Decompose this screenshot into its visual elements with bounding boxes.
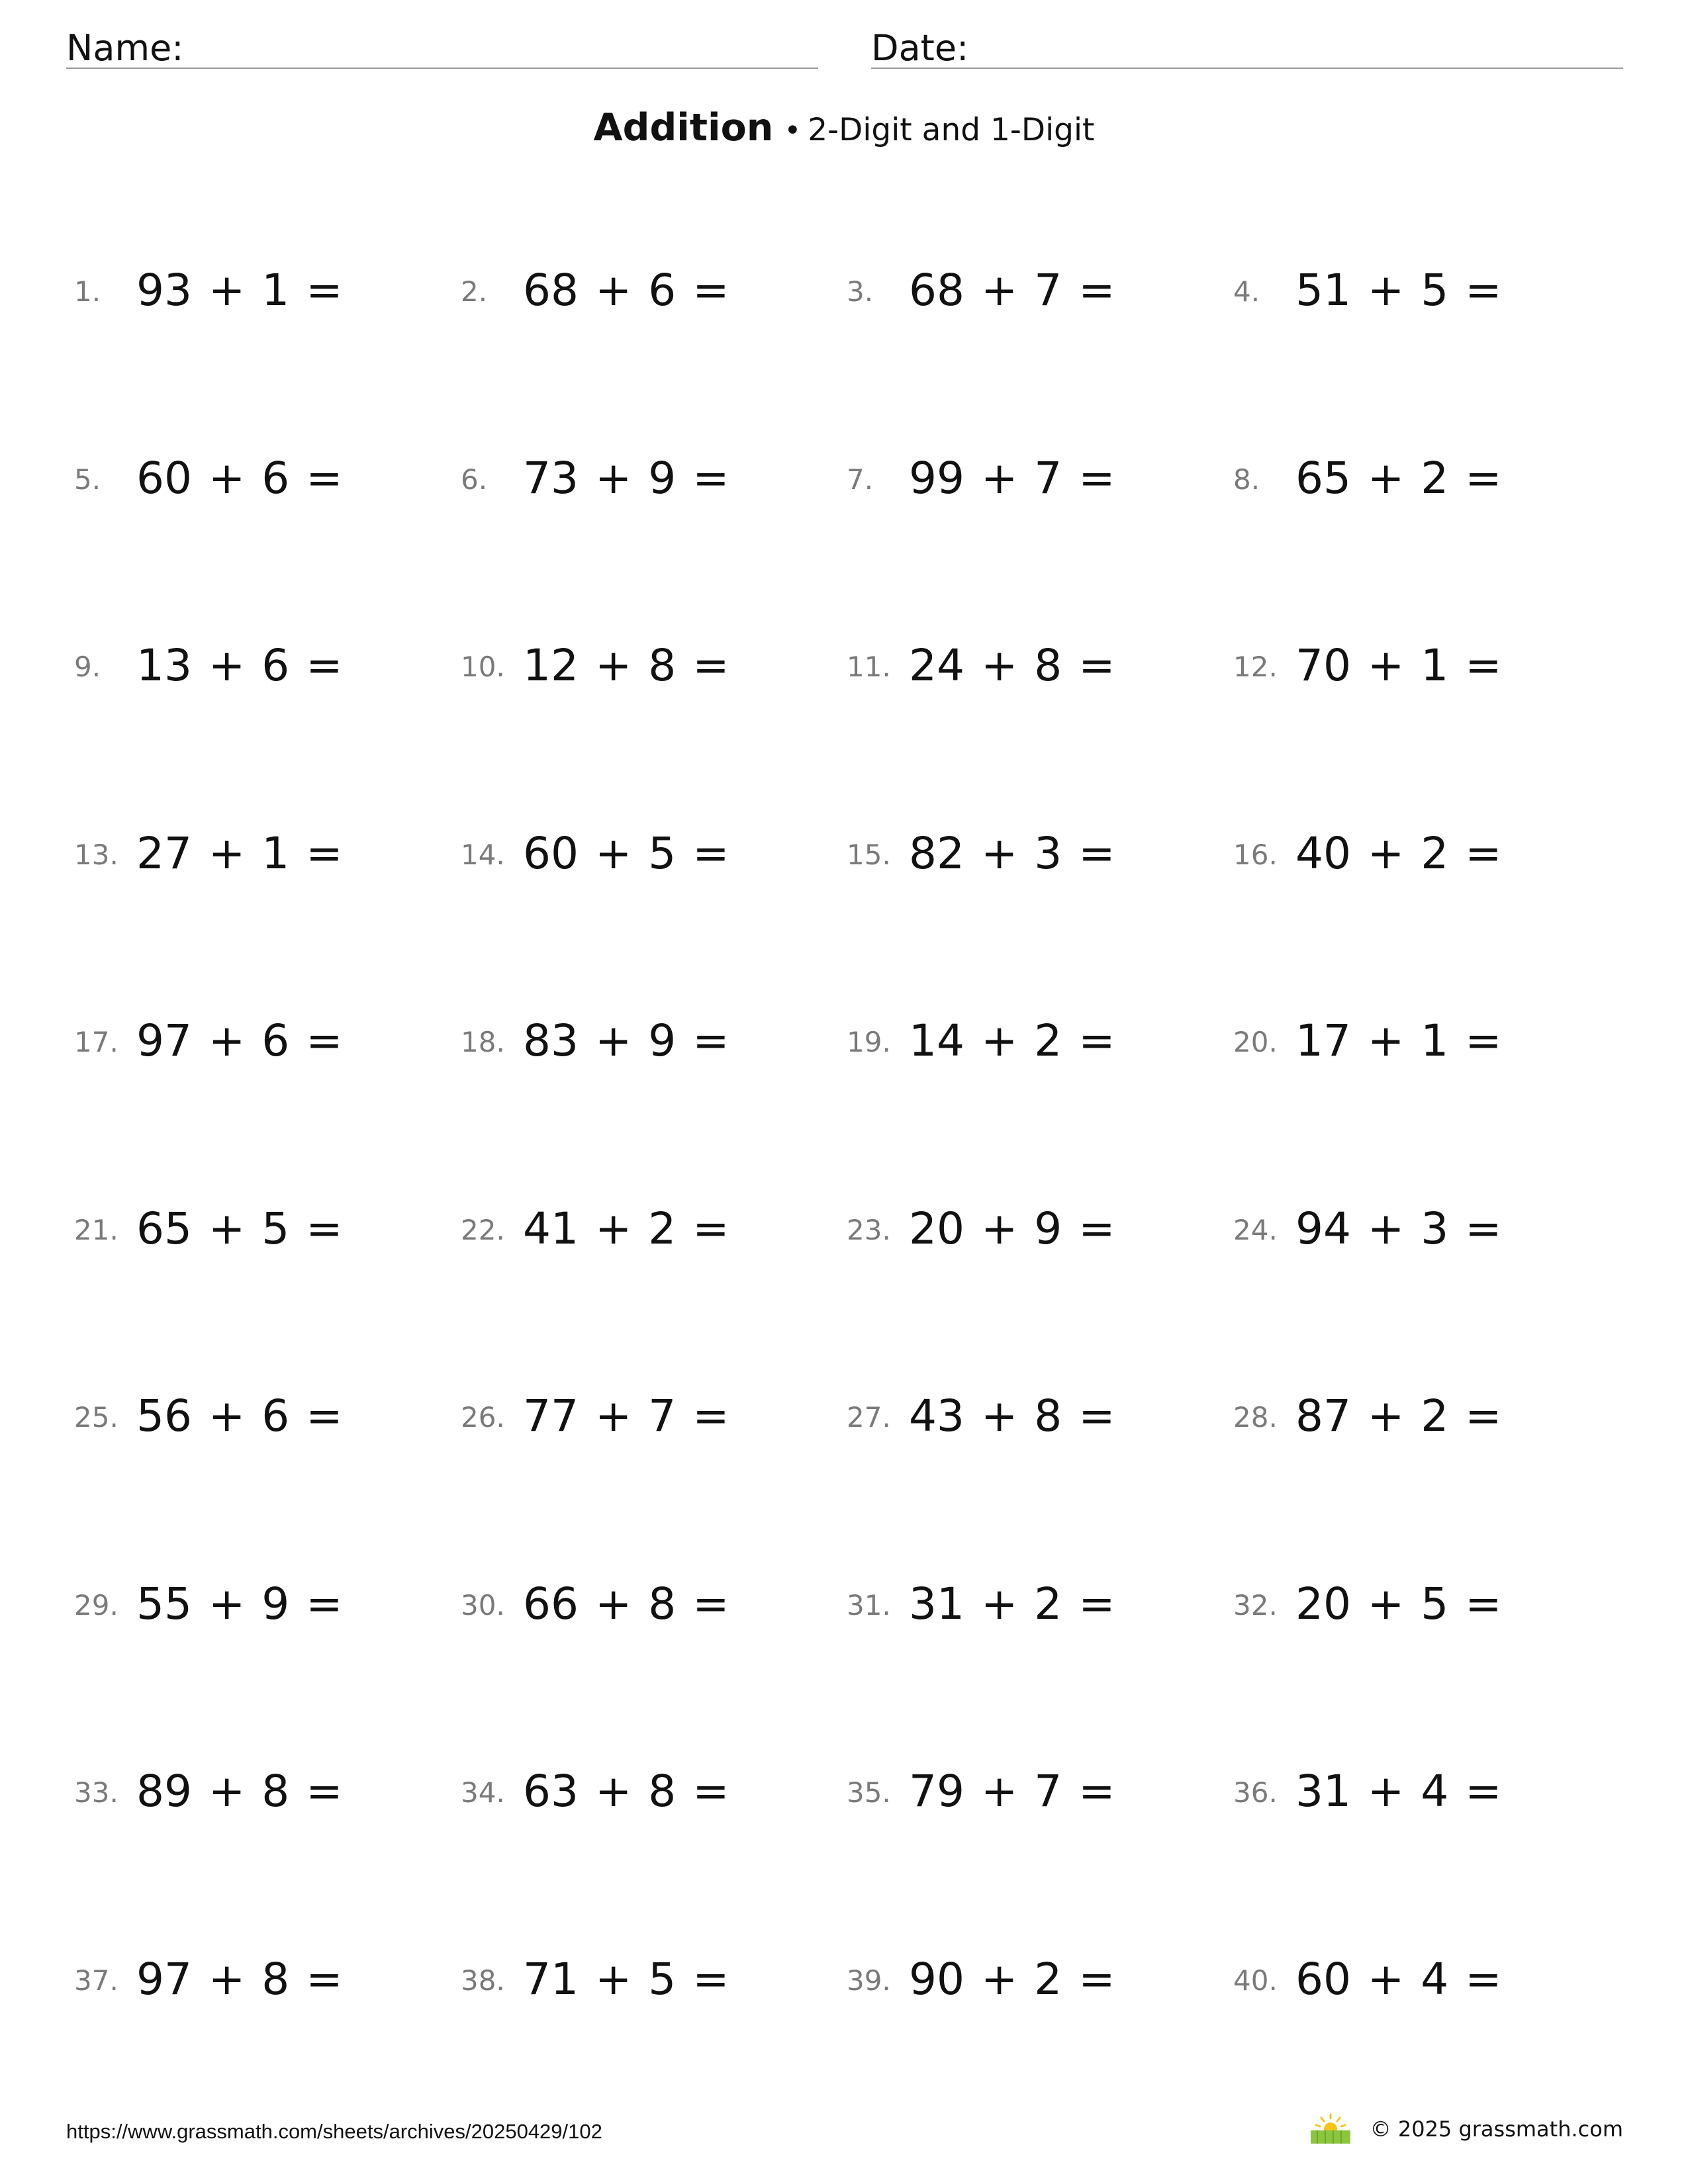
problem-number: 15. [847, 839, 891, 871]
problem-expression: 41 + 2 = [523, 1203, 729, 1254]
problem-expression: 51 + 5 = [1295, 265, 1502, 316]
problem-expression: 17 + 1 = [1295, 1015, 1502, 1066]
problem-number: 21. [74, 1214, 118, 1246]
problem-expression: 65 + 5 = [136, 1203, 343, 1254]
problem-item [74, 262, 458, 322]
problem-expression: 60 + 4 = [1295, 1954, 1502, 2005]
problem-number: 2. [461, 275, 488, 308]
problem-number: 29. [74, 1589, 118, 1621]
problem-expression: 13 + 6 = [136, 640, 343, 691]
problem-expression: 31 + 2 = [909, 1578, 1115, 1629]
problem-number: 16. [1233, 839, 1278, 871]
problem-number: 24. [1233, 1214, 1278, 1246]
problem-number: 8. [1233, 463, 1260, 496]
problem-item [847, 1013, 1231, 1072]
problem-item [847, 1763, 1231, 1823]
problem-expression: 68 + 7 = [909, 265, 1115, 316]
problem-item [1233, 825, 1617, 885]
problem-expression: 20 + 5 = [1295, 1578, 1502, 1629]
problem-expression: 24 + 8 = [909, 640, 1115, 691]
title-separator: • [784, 114, 802, 148]
problem-number: 20. [1233, 1026, 1278, 1058]
problem-expression: 43 + 8 = [909, 1390, 1115, 1441]
problem-number: 10. [461, 651, 505, 683]
problem-number: 18. [461, 1026, 505, 1058]
problem-expression: 79 + 7 = [909, 1766, 1115, 1817]
problem-number: 9. [74, 651, 101, 683]
worksheet-title [0, 106, 1688, 150]
problem-number: 25. [74, 1401, 118, 1433]
problem-expression: 63 + 8 = [523, 1766, 729, 1817]
problem-expression: 55 + 9 = [136, 1578, 343, 1629]
problem-item [1233, 1013, 1617, 1072]
problem-number: 30. [461, 1589, 505, 1621]
problem-item [74, 1763, 458, 1823]
problem-number: 34. [461, 1776, 505, 1809]
problem-number: 3. [847, 275, 874, 308]
problem-item [74, 1951, 458, 2011]
problem-item [461, 1013, 845, 1072]
problem-number: 6. [461, 463, 488, 496]
problem-expression: 40 + 2 = [1295, 828, 1502, 879]
problem-number: 40. [1233, 1964, 1278, 1997]
problem-expression: 60 + 6 = [136, 453, 343, 504]
problem-number: 27. [847, 1401, 891, 1433]
problem-number: 31. [847, 1589, 891, 1621]
problem-item [74, 825, 458, 885]
problem-item [1233, 1951, 1617, 2011]
problem-number: 19. [847, 1026, 891, 1058]
problem-item [74, 637, 458, 697]
footer-branding [1308, 2109, 1623, 2149]
problem-number: 14. [461, 839, 505, 871]
problem-number: 22. [461, 1214, 505, 1246]
problem-item [847, 825, 1231, 885]
problem-item [461, 262, 845, 322]
problem-item [847, 1576, 1231, 1635]
problem-expression: 12 + 8 = [523, 640, 729, 691]
problem-number: 33. [74, 1776, 118, 1809]
problem-item [1233, 1763, 1617, 1823]
problem-number: 12. [1233, 651, 1278, 683]
problem-item [1233, 1201, 1617, 1260]
problem-item [847, 637, 1231, 697]
problem-expression: 77 + 7 = [523, 1390, 729, 1441]
problem-item [847, 450, 1231, 510]
problem-number: 35. [847, 1776, 891, 1809]
problem-number: 1. [74, 275, 101, 308]
problem-item [74, 450, 458, 510]
problem-expression: 56 + 6 = [136, 1390, 343, 1441]
problem-item [461, 1388, 845, 1447]
date-label: Date: [871, 27, 969, 69]
problem-expression: 93 + 1 = [136, 265, 343, 316]
problem-expression: 73 + 9 = [523, 453, 729, 504]
copyright: © 2025 grassmath.com [1370, 2116, 1623, 2142]
problem-number: 7. [847, 463, 874, 496]
problem-number: 26. [461, 1401, 505, 1433]
problem-item [74, 1388, 458, 1447]
problem-expression: 90 + 2 = [909, 1954, 1115, 2005]
footer-url: https://www.grassmath.com/sheets/archives/20250429/102 [66, 2120, 602, 2143]
problem-item [74, 1201, 458, 1260]
problem-expression: 27 + 1 = [136, 828, 343, 879]
problem-item [461, 450, 845, 510]
problem-item [74, 1576, 458, 1635]
problem-number: 28. [1233, 1401, 1278, 1433]
problem-number: 32. [1233, 1589, 1278, 1621]
problem-item [847, 1951, 1231, 2011]
title-subtitle: 2-Digit and 1-Digit [808, 112, 1095, 148]
problem-expression: 89 + 8 = [136, 1766, 343, 1817]
problem-item [1233, 1388, 1617, 1447]
problem-item [847, 262, 1231, 322]
problem-expression: 31 + 4 = [1295, 1766, 1502, 1817]
problem-item [461, 1763, 845, 1823]
problem-expression: 65 + 2 = [1295, 453, 1502, 504]
date-field[interactable] [871, 20, 1623, 69]
title-main: Addition [593, 106, 774, 150]
problem-item [847, 1388, 1231, 1447]
problem-expression: 99 + 7 = [909, 453, 1115, 504]
name-field[interactable] [66, 20, 818, 69]
problem-expression: 71 + 5 = [523, 1954, 729, 2005]
problem-expression: 97 + 8 = [136, 1954, 343, 2005]
problem-number: 39. [847, 1964, 891, 1997]
problem-expression: 83 + 9 = [523, 1015, 729, 1066]
problem-expression: 20 + 9 = [909, 1203, 1115, 1254]
problem-number: 38. [461, 1964, 505, 1997]
problem-expression: 82 + 3 = [909, 828, 1115, 879]
problem-item [1233, 262, 1617, 322]
problem-number: 37. [74, 1964, 118, 1997]
problem-expression: 68 + 6 = [523, 265, 729, 316]
problem-item [461, 1201, 845, 1260]
problem-item [1233, 1576, 1617, 1635]
problem-number: 11. [847, 651, 891, 683]
problem-expression: 66 + 8 = [523, 1578, 729, 1629]
problem-item [847, 1201, 1231, 1260]
problem-expression: 87 + 2 = [1295, 1390, 1502, 1441]
sun-over-grass-icon [1308, 2112, 1353, 2146]
problem-number: 4. [1233, 275, 1260, 308]
problem-number: 23. [847, 1214, 891, 1246]
problem-number: 36. [1233, 1776, 1278, 1809]
problem-number: 5. [74, 463, 101, 496]
problem-number: 17. [74, 1026, 118, 1058]
problem-expression: 14 + 2 = [909, 1015, 1115, 1066]
problem-number: 13. [74, 839, 118, 871]
problem-item [461, 1576, 845, 1635]
problem-item [1233, 637, 1617, 697]
problem-item [74, 1013, 458, 1072]
problem-expression: 94 + 3 = [1295, 1203, 1502, 1254]
problem-expression: 60 + 5 = [523, 828, 729, 879]
problem-expression: 97 + 6 = [136, 1015, 343, 1066]
problem-item [461, 1951, 845, 2011]
problem-item [1233, 450, 1617, 510]
name-label: Name: [66, 27, 184, 69]
problem-item [461, 637, 845, 697]
problem-item [461, 825, 845, 885]
problem-expression: 70 + 1 = [1295, 640, 1502, 691]
